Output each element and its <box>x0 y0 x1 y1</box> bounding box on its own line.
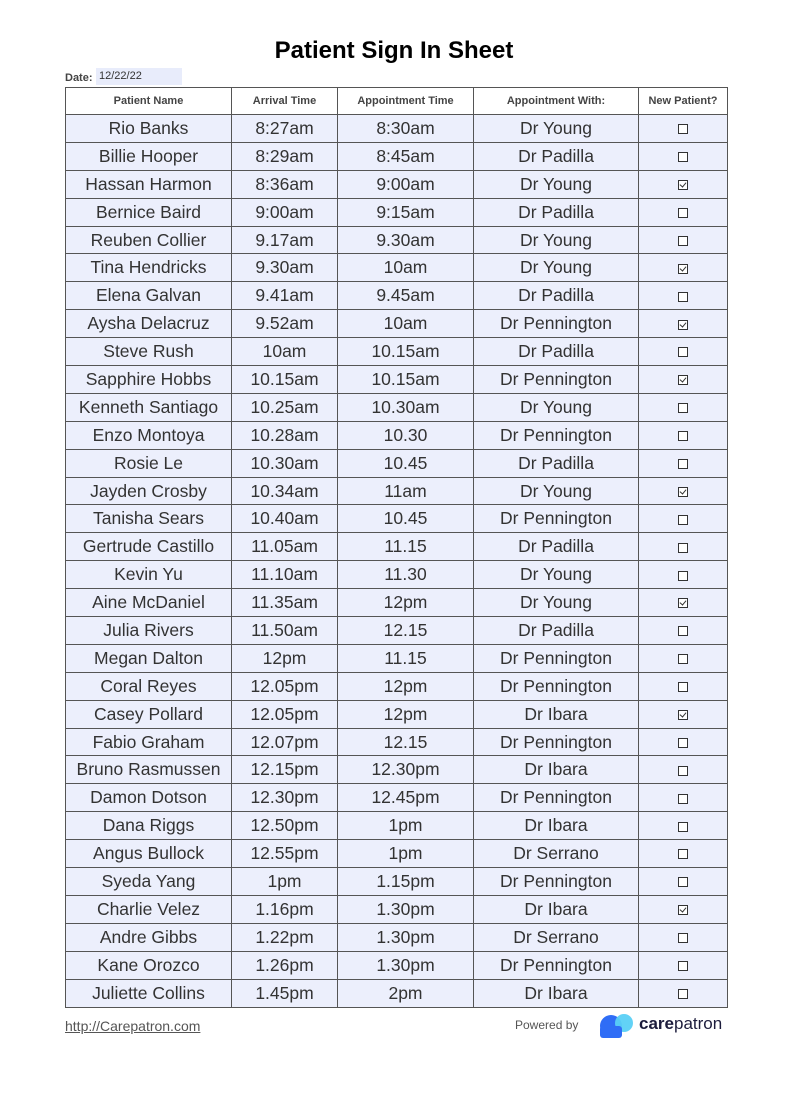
unchecked-checkbox[interactable] <box>678 933 688 943</box>
arrival-time-cell[interactable]: 11.10am <box>232 561 338 589</box>
patient-name-cell[interactable]: Syeda Yang <box>66 868 232 896</box>
header-patient-name: Patient Name <box>66 88 232 115</box>
new-patient-cell <box>639 644 728 672</box>
arrival-time-cell[interactable]: 12.55pm <box>232 840 338 868</box>
patient-name-cell[interactable]: Megan Dalton <box>66 644 232 672</box>
table-row <box>66 115 728 143</box>
checked-checkbox[interactable] <box>678 905 688 915</box>
new-patient-cell <box>639 840 728 868</box>
table-row <box>66 254 728 282</box>
checked-checkbox[interactable] <box>678 598 688 608</box>
appointment-with-cell[interactable]: Dr Pennington <box>474 784 639 812</box>
header-appointment-with: Appointment With: <box>474 88 639 115</box>
table-row <box>66 366 728 394</box>
appointment-time-cell[interactable]: 12pm <box>338 700 474 728</box>
appointment-with-cell[interactable]: Dr Young <box>474 393 639 421</box>
arrival-time-cell[interactable]: 9:00am <box>232 198 338 226</box>
unchecked-checkbox[interactable] <box>678 849 688 859</box>
date-field <box>65 68 182 85</box>
appointment-time-cell[interactable]: 12pm <box>338 672 474 700</box>
table-row <box>66 589 728 617</box>
new-patient-cell <box>639 477 728 505</box>
appointment-time-cell[interactable]: 11.15 <box>338 644 474 672</box>
patient-name-cell[interactable]: Reuben Collier <box>66 226 232 254</box>
arrival-time-cell[interactable]: 10.15am <box>232 366 338 394</box>
arrival-time-cell[interactable]: 9.17am <box>232 226 338 254</box>
appointment-with-cell[interactable]: Dr Pennington <box>474 672 639 700</box>
appointment-time-cell[interactable]: 10.15am <box>338 366 474 394</box>
patient-name-cell[interactable]: Elena Galvan <box>66 282 232 310</box>
table-row <box>66 226 728 254</box>
arrival-time-cell[interactable]: 12.05pm <box>232 700 338 728</box>
sign-in-table <box>65 87 728 1008</box>
appointment-with-cell[interactable]: Dr Young <box>474 254 639 282</box>
unchecked-checkbox[interactable] <box>678 152 688 162</box>
new-patient-cell <box>639 115 728 143</box>
appointment-with-cell[interactable]: Dr Padilla <box>474 617 639 645</box>
table-row <box>66 756 728 784</box>
appointment-with-cell[interactable]: Dr Young <box>474 589 639 617</box>
table-row <box>66 617 728 645</box>
table-row <box>66 672 728 700</box>
patient-name-cell[interactable]: Coral Reyes <box>66 672 232 700</box>
table-row <box>66 644 728 672</box>
table-row <box>66 170 728 198</box>
appointment-time-cell[interactable]: 9:00am <box>338 170 474 198</box>
table-body <box>66 115 728 1008</box>
appointment-with-cell[interactable]: Dr Young <box>474 226 639 254</box>
appointment-with-cell[interactable]: Dr Pennington <box>474 505 639 533</box>
new-patient-cell <box>639 979 728 1007</box>
unchecked-checkbox[interactable] <box>678 961 688 971</box>
patient-name-cell[interactable]: Julia Rivers <box>66 617 232 645</box>
unchecked-checkbox[interactable] <box>678 403 688 413</box>
patient-name-cell[interactable]: Kane Orozco <box>66 951 232 979</box>
table-row <box>66 979 728 1007</box>
unchecked-checkbox[interactable] <box>678 822 688 832</box>
arrival-time-cell[interactable]: 12pm <box>232 644 338 672</box>
appointment-time-cell[interactable]: 1.30pm <box>338 923 474 951</box>
table-row <box>66 812 728 840</box>
new-patient-cell <box>639 784 728 812</box>
appointment-time-cell[interactable]: 11.30 <box>338 561 474 589</box>
appointment-time-cell[interactable]: 8:45am <box>338 142 474 170</box>
table-row <box>66 393 728 421</box>
appointment-time-cell[interactable]: 10am <box>338 254 474 282</box>
patient-name-cell[interactable]: Billie Hooper <box>66 142 232 170</box>
appointment-with-cell[interactable]: Dr Ibara <box>474 756 639 784</box>
unchecked-checkbox[interactable] <box>678 766 688 776</box>
patient-name-cell[interactable]: Casey Pollard <box>66 700 232 728</box>
patient-name-cell[interactable]: Tanisha Sears <box>66 505 232 533</box>
appointment-time-cell[interactable]: 1.15pm <box>338 868 474 896</box>
appointment-time-cell[interactable]: 2pm <box>338 979 474 1007</box>
table-row <box>66 310 728 338</box>
appointment-with-cell[interactable]: Dr Pennington <box>474 644 639 672</box>
table-row <box>66 951 728 979</box>
arrival-time-cell[interactable]: 1.26pm <box>232 951 338 979</box>
new-patient-cell <box>639 533 728 561</box>
table-row <box>66 421 728 449</box>
unchecked-checkbox[interactable] <box>678 515 688 525</box>
appointment-time-cell[interactable]: 1.30pm <box>338 951 474 979</box>
new-patient-cell <box>639 561 728 589</box>
patient-name-cell[interactable]: Aysha Delacruz <box>66 310 232 338</box>
new-patient-cell <box>639 449 728 477</box>
table-row <box>66 477 728 505</box>
table-row <box>66 533 728 561</box>
appointment-with-cell[interactable]: Dr Padilla <box>474 142 639 170</box>
arrival-time-cell[interactable]: 11.35am <box>232 589 338 617</box>
table-row <box>66 700 728 728</box>
arrival-time-cell[interactable]: 10.28am <box>232 421 338 449</box>
appointment-time-cell[interactable]: 10.30am <box>338 393 474 421</box>
arrival-time-cell[interactable]: 12.30pm <box>232 784 338 812</box>
arrival-time-cell[interactable]: 9.52am <box>232 310 338 338</box>
arrival-time-cell[interactable]: 10.34am <box>232 477 338 505</box>
patient-name-cell[interactable]: Aine McDaniel <box>66 589 232 617</box>
unchecked-checkbox[interactable] <box>678 347 688 357</box>
unchecked-checkbox[interactable] <box>678 292 688 302</box>
appointment-time-cell[interactable]: 11am <box>338 477 474 505</box>
table-row <box>66 728 728 756</box>
new-patient-cell <box>639 310 728 338</box>
patient-name-cell[interactable]: Charlie Velez <box>66 895 232 923</box>
new-patient-cell <box>639 756 728 784</box>
header-new-patient: New Patient? <box>639 88 728 115</box>
new-patient-cell <box>639 421 728 449</box>
arrival-time-cell[interactable]: 10.25am <box>232 393 338 421</box>
new-patient-cell <box>639 226 728 254</box>
table-row <box>66 282 728 310</box>
patient-name-cell[interactable]: Angus Bullock <box>66 840 232 868</box>
appointment-with-cell[interactable]: Dr Padilla <box>474 533 639 561</box>
arrival-time-cell[interactable]: 9.30am <box>232 254 338 282</box>
arrival-time-cell[interactable]: 8:27am <box>232 115 338 143</box>
patient-name-cell[interactable]: Damon Dotson <box>66 784 232 812</box>
unchecked-checkbox[interactable] <box>678 236 688 246</box>
carepatron-brand-name <box>639 1014 722 1034</box>
header-appointment-time: Appointment Time <box>338 88 474 115</box>
patient-name-cell[interactable]: Bernice Baird <box>66 198 232 226</box>
arrival-time-cell[interactable]: 1pm <box>232 868 338 896</box>
appointment-with-cell[interactable]: Dr Young <box>474 561 639 589</box>
table-row <box>66 449 728 477</box>
appointment-time-cell[interactable]: 12pm <box>338 589 474 617</box>
appointment-time-cell[interactable]: 1.30pm <box>338 895 474 923</box>
table-row <box>66 895 728 923</box>
unchecked-checkbox[interactable] <box>678 208 688 218</box>
arrival-time-cell[interactable]: 9.41am <box>232 282 338 310</box>
appointment-with-cell[interactable]: Dr Padilla <box>474 338 639 366</box>
table-row <box>66 868 728 896</box>
checked-checkbox[interactable] <box>678 320 688 330</box>
appointment-time-cell[interactable]: 11.15 <box>338 533 474 561</box>
patient-name-cell[interactable]: Bruno Rasmussen <box>66 756 232 784</box>
unchecked-checkbox[interactable] <box>678 877 688 887</box>
appointment-with-cell[interactable]: Dr Ibara <box>474 979 639 1007</box>
appointment-time-cell[interactable]: 8:30am <box>338 115 474 143</box>
powered-by-label: Powered by <box>515 1018 579 1032</box>
appointment-time-cell[interactable]: 10.45 <box>338 449 474 477</box>
arrival-time-cell[interactable]: 10.40am <box>232 505 338 533</box>
table-row <box>66 923 728 951</box>
unchecked-checkbox[interactable] <box>678 459 688 469</box>
new-patient-cell <box>639 393 728 421</box>
date-label: Date: <box>65 72 93 84</box>
patient-name-cell[interactable]: Juliette Collins <box>66 979 232 1007</box>
unchecked-checkbox[interactable] <box>678 794 688 804</box>
arrival-time-cell[interactable]: 11.05am <box>232 533 338 561</box>
brand-part-patron: patron <box>673 1014 723 1033</box>
unchecked-checkbox[interactable] <box>678 654 688 664</box>
appointment-with-cell[interactable]: Dr Padilla <box>474 449 639 477</box>
arrival-time-cell[interactable]: 1.22pm <box>232 923 338 951</box>
page-title: Patient Sign In Sheet <box>274 37 514 64</box>
patient-name-cell[interactable]: Rio Banks <box>66 115 232 143</box>
appointment-time-cell[interactable]: 12.45pm <box>338 784 474 812</box>
patient-name-cell[interactable]: Sapphire Hobbs <box>66 366 232 394</box>
new-patient-cell <box>639 282 728 310</box>
new-patient-cell <box>639 923 728 951</box>
patient-name-cell[interactable]: Rosie Le <box>66 449 232 477</box>
patient-name-cell[interactable]: Steve Rush <box>66 338 232 366</box>
appointment-time-cell[interactable]: 10am <box>338 310 474 338</box>
unchecked-checkbox[interactable] <box>678 571 688 581</box>
new-patient-cell <box>639 672 728 700</box>
patient-name-cell[interactable]: Tina Hendricks <box>66 254 232 282</box>
new-patient-cell <box>639 198 728 226</box>
carepatron-logo-icon <box>599 1012 637 1040</box>
new-patient-cell <box>639 868 728 896</box>
carepatron-link[interactable]: http://Carepatron.com <box>65 1018 201 1034</box>
unchecked-checkbox[interactable] <box>678 626 688 636</box>
appointment-time-cell[interactable]: 12.15 <box>338 728 474 756</box>
unchecked-checkbox[interactable] <box>678 682 688 692</box>
checked-checkbox[interactable] <box>678 264 688 274</box>
new-patient-cell <box>639 366 728 394</box>
patient-name-cell[interactable]: Fabio Graham <box>66 728 232 756</box>
new-patient-cell <box>639 895 728 923</box>
new-patient-cell <box>639 254 728 282</box>
arrival-time-cell[interactable]: 12.05pm <box>232 672 338 700</box>
appointment-with-cell[interactable]: Dr Pennington <box>474 310 639 338</box>
arrival-time-cell[interactable]: 12.50pm <box>232 812 338 840</box>
appointment-with-cell[interactable]: Dr Pennington <box>474 421 639 449</box>
table-row <box>66 561 728 589</box>
arrival-time-cell[interactable]: 8:29am <box>232 142 338 170</box>
unchecked-checkbox[interactable] <box>678 124 688 134</box>
appointment-with-cell[interactable]: Dr Padilla <box>474 198 639 226</box>
appointment-time-cell[interactable]: 10.30 <box>338 421 474 449</box>
patient-name-cell[interactable]: Jayden Crosby <box>66 477 232 505</box>
appointment-with-cell[interactable]: Dr Young <box>474 477 639 505</box>
arrival-time-cell[interactable]: 1.16pm <box>232 895 338 923</box>
patient-name-cell[interactable]: Kenneth Santiago <box>66 393 232 421</box>
appointment-time-cell[interactable]: 12.30pm <box>338 756 474 784</box>
checked-checkbox[interactable] <box>678 180 688 190</box>
new-patient-cell <box>639 617 728 645</box>
patient-name-cell[interactable]: Dana Riggs <box>66 812 232 840</box>
arrival-time-cell[interactable]: 10.30am <box>232 449 338 477</box>
table-row <box>66 784 728 812</box>
new-patient-cell <box>639 589 728 617</box>
table-row <box>66 198 728 226</box>
table-row <box>66 505 728 533</box>
new-patient-cell <box>639 812 728 840</box>
appointment-with-cell[interactable]: Dr Pennington <box>474 728 639 756</box>
appointment-with-cell[interactable]: Dr Young <box>474 115 639 143</box>
checked-checkbox[interactable] <box>678 710 688 720</box>
appointment-with-cell[interactable]: Dr Ibara <box>474 895 639 923</box>
appointment-with-cell[interactable]: Dr Serrano <box>474 840 639 868</box>
new-patient-cell <box>639 951 728 979</box>
unchecked-checkbox[interactable] <box>678 543 688 553</box>
arrival-time-cell[interactable]: 12.07pm <box>232 728 338 756</box>
appointment-with-cell[interactable]: Dr Ibara <box>474 700 639 728</box>
patient-name-cell[interactable]: Kevin Yu <box>66 561 232 589</box>
appointment-with-cell[interactable]: Dr Pennington <box>474 951 639 979</box>
appointment-time-cell[interactable]: 10.45 <box>338 505 474 533</box>
arrival-time-cell[interactable]: 8:36am <box>232 170 338 198</box>
appointment-with-cell[interactable]: Dr Serrano <box>474 923 639 951</box>
table-row <box>66 840 728 868</box>
brand-part-care: care <box>639 1014 674 1033</box>
patient-name-cell[interactable]: Gertrude Castillo <box>66 533 232 561</box>
table-row <box>66 338 728 366</box>
patient-name-cell[interactable]: Hassan Harmon <box>66 170 232 198</box>
appointment-time-cell[interactable]: 9:15am <box>338 198 474 226</box>
appointment-with-cell[interactable]: Dr Pennington <box>474 868 639 896</box>
new-patient-cell <box>639 170 728 198</box>
appointment-time-cell[interactable]: 9.45am <box>338 282 474 310</box>
appointment-with-cell[interactable]: Dr Ibara <box>474 812 639 840</box>
unchecked-checkbox[interactable] <box>678 738 688 748</box>
new-patient-cell <box>639 700 728 728</box>
appointment-with-cell[interactable]: Dr Padilla <box>474 282 639 310</box>
unchecked-checkbox[interactable] <box>678 989 688 999</box>
new-patient-cell <box>639 728 728 756</box>
new-patient-cell <box>639 338 728 366</box>
appointment-time-cell[interactable]: 12.15 <box>338 617 474 645</box>
arrival-time-cell[interactable]: 10am <box>232 338 338 366</box>
arrival-time-cell[interactable]: 12.15pm <box>232 756 338 784</box>
arrival-time-cell[interactable]: 1.45pm <box>232 979 338 1007</box>
checked-checkbox[interactable] <box>678 487 688 497</box>
arrival-time-cell[interactable]: 11.50am <box>232 617 338 645</box>
unchecked-checkbox[interactable] <box>678 431 688 441</box>
appointment-with-cell[interactable]: Dr Young <box>474 170 639 198</box>
table-header-row <box>66 88 728 115</box>
patient-name-cell[interactable]: Andre Gibbs <box>66 923 232 951</box>
date-value[interactable]: 12/22/22 <box>96 68 182 85</box>
new-patient-cell <box>639 142 728 170</box>
appointment-time-cell[interactable]: 9.30am <box>338 226 474 254</box>
appointment-time-cell[interactable]: 10.15am <box>338 338 474 366</box>
new-patient-cell <box>639 505 728 533</box>
appointment-time-cell[interactable]: 1pm <box>338 812 474 840</box>
appointment-with-cell[interactable]: Dr Pennington <box>474 366 639 394</box>
checked-checkbox[interactable] <box>678 375 688 385</box>
header-arrival-time: Arrival Time <box>232 88 338 115</box>
patient-name-cell[interactable]: Enzo Montoya <box>66 421 232 449</box>
table-row <box>66 142 728 170</box>
appointment-time-cell[interactable]: 1pm <box>338 840 474 868</box>
